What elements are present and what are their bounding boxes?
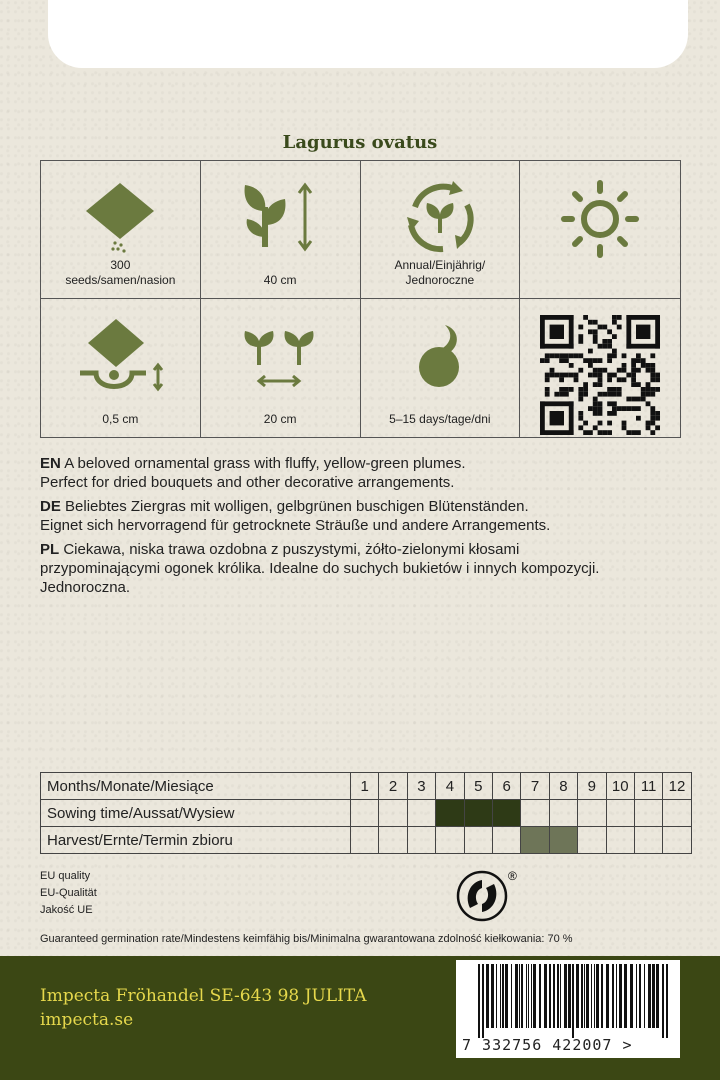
eu-quality-pl: Jakość UE bbox=[40, 904, 93, 916]
company-address: Impecta Fröhandel SE-643 98 JULITA bbox=[40, 986, 367, 1006]
sowing-label: Sowing time/Aussat/Wysiew bbox=[41, 800, 351, 827]
month-header: 10 bbox=[606, 773, 634, 800]
species-title: Lagurus ovatus bbox=[282, 132, 438, 153]
harvest-cell bbox=[407, 827, 435, 854]
sowing-depth-icon bbox=[70, 315, 170, 395]
desc-de bbox=[40, 497, 690, 535]
months-row bbox=[41, 773, 692, 800]
desc-pl bbox=[40, 540, 690, 597]
month-header: 7 bbox=[521, 773, 549, 800]
month-header: 6 bbox=[492, 773, 520, 800]
plant-height-icon bbox=[235, 177, 325, 257]
sowing-cell bbox=[379, 800, 407, 827]
depth-cell bbox=[41, 299, 201, 437]
desc-de-text: Beliebtes Ziergras mit wolligen, gelbgrünen buschigen Blütenständen. Eignet sich hervorragend für getrocknete Sträuße und andere Arrangements. bbox=[40, 498, 551, 534]
sowing-cell bbox=[578, 800, 606, 827]
seed-count-cell bbox=[41, 161, 201, 299]
spacing-cell bbox=[201, 299, 361, 437]
sun-cell bbox=[520, 161, 680, 299]
registered-mark: ® bbox=[508, 869, 517, 883]
month-header: 3 bbox=[407, 773, 435, 800]
germination-cell bbox=[361, 299, 521, 437]
sun-icon bbox=[555, 177, 645, 267]
barcode-digits: 7 332756 422007 > bbox=[462, 1036, 633, 1054]
month-header: 12 bbox=[663, 773, 691, 800]
harvest-cell bbox=[436, 827, 464, 854]
harvest-cell bbox=[351, 827, 379, 854]
sowing-cell bbox=[407, 800, 435, 827]
height-cell bbox=[201, 161, 361, 299]
seed-packet-icon bbox=[75, 177, 165, 257]
depth-caption: 0,5 cm bbox=[102, 412, 139, 426]
sowing-cell bbox=[464, 800, 492, 827]
month-header: 9 bbox=[578, 773, 606, 800]
germination-caption: 5–15 days/tage/dni bbox=[389, 412, 491, 426]
months-label: Months/Monate/Miesiące bbox=[41, 773, 351, 800]
month-header: 1 bbox=[351, 773, 379, 800]
month-header: 5 bbox=[464, 773, 492, 800]
lang-code-de: DE bbox=[40, 498, 61, 515]
qr-cell bbox=[520, 299, 680, 437]
barcode-bars bbox=[478, 964, 668, 1038]
plant-spacing-icon bbox=[235, 315, 325, 395]
harvest-cell bbox=[578, 827, 606, 854]
annual-cycle-icon bbox=[395, 177, 485, 257]
harvest-cell bbox=[464, 827, 492, 854]
harvest-cell bbox=[549, 827, 577, 854]
harvest-cell bbox=[521, 827, 549, 854]
sowing-cell bbox=[549, 800, 577, 827]
info-grid bbox=[40, 160, 681, 438]
harvest-cell bbox=[634, 827, 662, 854]
sowing-cell bbox=[351, 800, 379, 827]
seed-count-caption: 300 seeds/samen/nasion bbox=[65, 258, 176, 287]
month-header: 8 bbox=[549, 773, 577, 800]
eu-quality bbox=[40, 868, 97, 919]
month-header: 2 bbox=[379, 773, 407, 800]
barcode bbox=[456, 960, 680, 1058]
sowing-cell bbox=[634, 800, 662, 827]
lifecycle-cell bbox=[361, 161, 521, 299]
spacing-caption: 20 cm bbox=[263, 412, 297, 426]
sowing-row bbox=[41, 800, 692, 827]
harvest-label: Harvest/Ernte/Termin zbioru bbox=[41, 827, 351, 854]
harvest-cell bbox=[663, 827, 691, 854]
desc-pl-text: Ciekawa, niska trawa ozdobna z puszystymi, żółto-zielonymi kłosami przypominającymi ogonek królika. Idealne do suchych bukietów i innych kompozycji. Jednoroczna. bbox=[40, 541, 600, 596]
harvest-cell bbox=[492, 827, 520, 854]
month-header: 4 bbox=[436, 773, 464, 800]
hanger-cutout bbox=[48, 0, 688, 68]
sowing-calendar bbox=[40, 772, 692, 854]
germination-guarantee: Guaranteed germination rate/Mindestens keimfähig bis/Minimalna gwarantowana zdolność kiełkowania: 70 % bbox=[40, 933, 573, 945]
height-caption: 40 cm bbox=[263, 273, 297, 287]
sowing-cell bbox=[492, 800, 520, 827]
sowing-cell bbox=[436, 800, 464, 827]
eu-quality-en: EU quality bbox=[40, 870, 91, 882]
desc-en-text: A beloved ornamental grass with fluffy, yellow-green plumes. Perfect for dried bouquets and other decorative arrangements. bbox=[40, 455, 466, 491]
sowing-cell bbox=[521, 800, 549, 827]
eu-quality-de: EU-Qualität bbox=[40, 887, 97, 899]
green-dot-recycle-icon bbox=[456, 868, 526, 924]
harvest-cell bbox=[606, 827, 634, 854]
month-header: 11 bbox=[634, 773, 662, 800]
lifecycle-caption: Annual/Einjährig/ Jednoroczne bbox=[394, 258, 486, 287]
qr-code[interactable] bbox=[540, 315, 660, 435]
company-website[interactable]: impecta.se bbox=[40, 1010, 134, 1030]
sowing-cell bbox=[606, 800, 634, 827]
germination-icon bbox=[395, 315, 485, 395]
lang-code-pl: PL bbox=[40, 541, 60, 558]
harvest-row bbox=[41, 827, 692, 854]
sowing-cell bbox=[663, 800, 691, 827]
lang-code-en: EN bbox=[40, 455, 61, 472]
desc-en bbox=[40, 454, 690, 492]
harvest-cell bbox=[379, 827, 407, 854]
description-block bbox=[40, 454, 690, 602]
